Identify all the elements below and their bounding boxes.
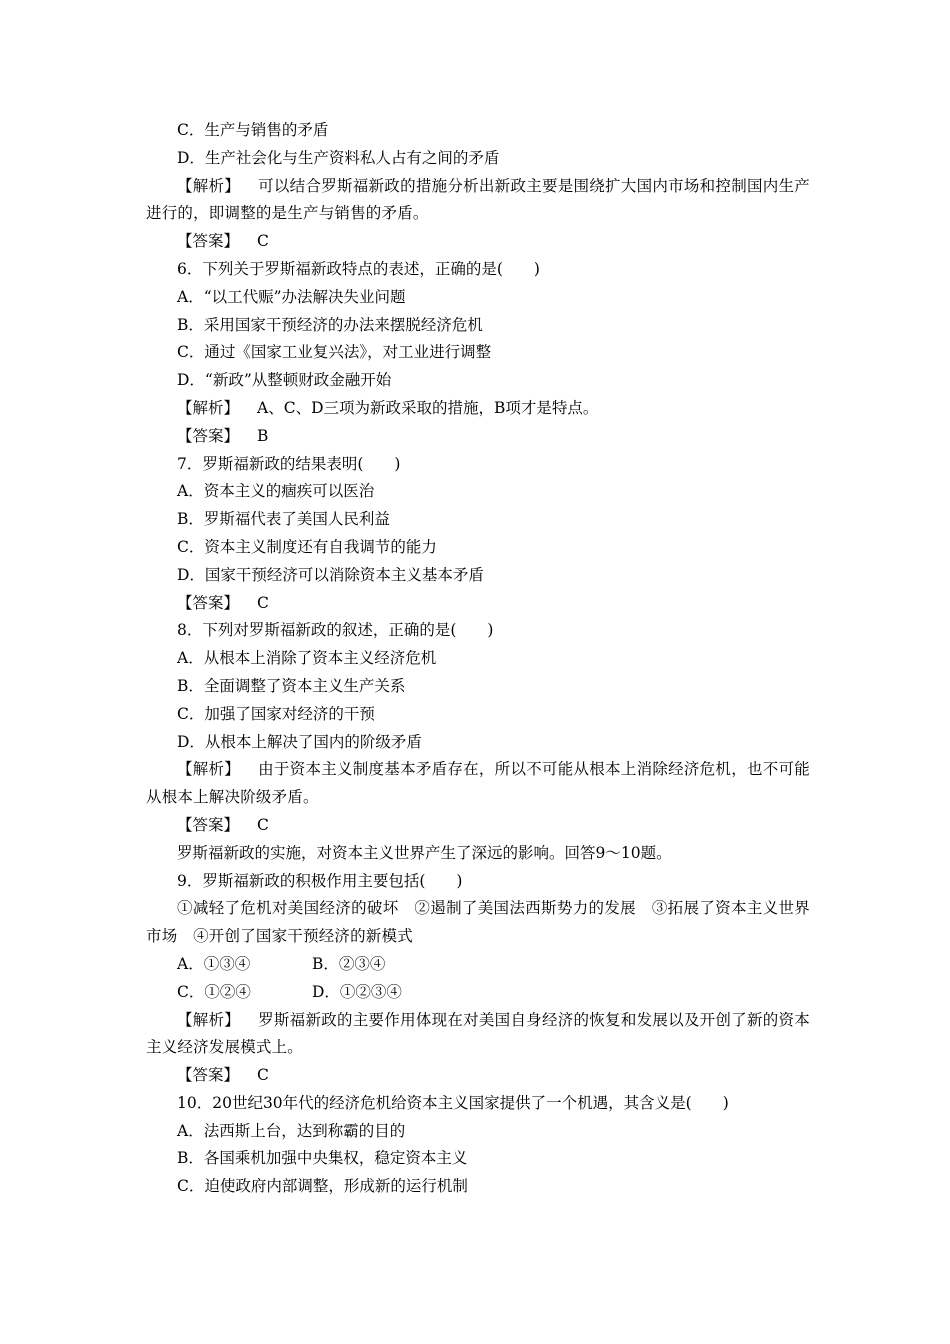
analysis-tag: 【解析】 [177, 760, 241, 779]
q10-option-a: A．法西斯上台，达到称霸的目的 [177, 1121, 406, 1140]
q7-stem: 7．罗斯福新政的结果表明( ) [177, 454, 401, 473]
q9-options-row-1 [146, 951, 810, 979]
group-intro: 罗斯福新政的实施，对资本主义世界产生了深远的影响。回答9～10题。 [177, 843, 672, 862]
q10-option-c: C．迫使政府内部调整，形成新的运行机制 [177, 1177, 468, 1196]
q10-option-b: B．各国乘机加强中央集权，稳定资本主义 [177, 1149, 468, 1168]
analysis-tag: 【解析】 [177, 176, 241, 195]
q9-option-a: A．①③④ [177, 954, 251, 973]
q9-option-b: B．②③④ [312, 954, 386, 973]
q9-stem: 9．罗斯福新政的积极作用主要包括( ) [177, 871, 463, 890]
q8-analysis [146, 756, 810, 812]
q10-stem: 10．20世纪30年代的经济危机给资本主义国家提供了一个机遇，其含义是( ) [177, 1093, 729, 1112]
q6-analysis-text: A、C、D三项为新政采取的措施，B项才是特点。 [257, 398, 599, 417]
q5-option-c: C．生产与销售的矛盾 [177, 121, 329, 139]
answer-tag: 【答案】 [177, 426, 240, 445]
q7-answer [146, 590, 810, 618]
q8-option-a: A．从根本上消除了资本主义经济危机 [177, 649, 437, 668]
q8-answer [146, 812, 810, 840]
q5-analysis [146, 173, 810, 229]
answer-tag: 【答案】 [177, 1066, 240, 1085]
analysis-tag: 【解析】 [177, 1010, 241, 1029]
q5-analysis-text: 可以结合罗斯福新政的措施分析出新政主要是围绕扩大国内市场和控制国内生产进行的，即调整的是生产与销售的矛盾。 [146, 176, 810, 223]
q6-answer-value: B [257, 426, 269, 445]
q5-option-d: D．生产社会化与生产资料私人占有之间的矛盾 [177, 148, 500, 167]
document-page [146, 117, 810, 1201]
q6-stem: 6．下列关于罗斯福新政特点的表述，正确的是( ) [177, 259, 540, 278]
q7-option-c: C．资本主义制度还有自我调节的能力 [177, 537, 437, 556]
q8-analysis-text: 由于资本主义制度基本矛盾存在，所以不可能从根本上消除经济危机，也不可能从根本上解决阶级矛盾。 [146, 760, 810, 807]
q6-answer [146, 423, 810, 451]
q8-option-b: B．全面调整了资本主义生产关系 [177, 676, 406, 695]
q9-analysis-text: 罗斯福新政的主要作用体现在对美国自身经济的恢复和发展以及开创了新的资本主义经济发展模式上。 [146, 1010, 810, 1057]
q9-answer [146, 1062, 810, 1090]
q9-items: ①减轻了危机对美国经济的破坏 ②遏制了美国法西斯势力的发展 ③拓展了资本主义世界市场 ④开创了国家干预经济的新模式 [146, 899, 810, 946]
q8-option-d: D．从根本上解决了国内的阶级矛盾 [177, 732, 422, 751]
q7-option-a: A．资本主义的痼疾可以医治 [177, 482, 375, 501]
q7-option-d: D．国家干预经济可以消除资本主义基本矛盾 [177, 565, 484, 584]
q9-option-c: C．①②④ [177, 982, 251, 1001]
q9-analysis [146, 1007, 810, 1063]
q8-answer-value: C [257, 815, 269, 834]
q6-option-b: B．采用国家干预经济的办法来摆脱经济危机 [177, 315, 483, 334]
q6-analysis [146, 395, 810, 423]
q5-answer [146, 228, 810, 256]
q7-answer-value: C [257, 593, 269, 612]
q6-option-d: D．“新政”从整顿财政金融开始 [177, 371, 392, 390]
q6-option-c: C．通过《国家工业复兴法》，对工业进行调整 [177, 343, 492, 362]
q8-stem: 8．下列对罗斯福新政的叙述，正确的是( ) [177, 621, 494, 640]
answer-tag: 【答案】 [177, 232, 240, 251]
analysis-tag: 【解析】 [177, 398, 240, 417]
q9-options-row-2 [146, 979, 810, 1007]
q5-answer-value: C [257, 232, 269, 251]
answer-tag: 【答案】 [177, 593, 240, 612]
q9-option-d: D．①②③④ [312, 982, 402, 1001]
answer-tag: 【答案】 [177, 815, 240, 834]
q6-option-a: A．“以工代赈”办法解决失业问题 [177, 287, 406, 306]
q8-option-c: C．加强了国家对经济的干预 [177, 704, 375, 723]
q7-option-b: B．罗斯福代表了美国人民利益 [177, 510, 390, 529]
q9-answer-value: C [257, 1066, 269, 1085]
